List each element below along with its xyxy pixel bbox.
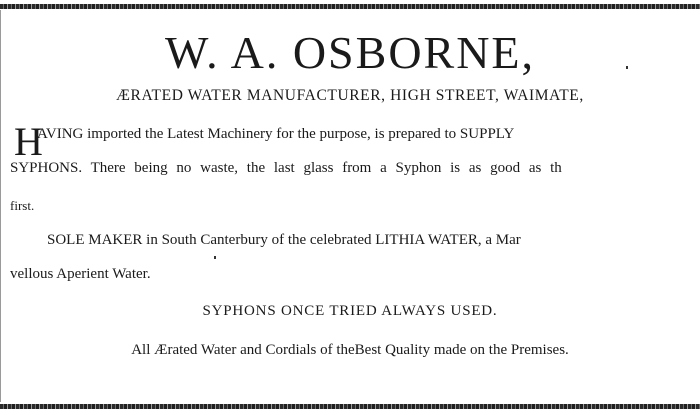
print-speck — [626, 66, 628, 69]
paragraph-2-line-2: vellous Aperient Water. — [10, 266, 151, 282]
paragraph-1-line-3: first. — [10, 198, 35, 213]
paragraph-2-line-1: SOLE MAKER in South Canterbury of the celebrated LITHIA WATER, a Mar — [47, 232, 521, 248]
slogan-line: SYPHONS ONCE TRIED ALWAYS USED. — [202, 303, 498, 319]
paragraph-1-line-1: AVING imported the Latest Machinery for the purpose, is prepared to SUPPLY — [37, 126, 515, 142]
top-border-rule — [0, 4, 700, 9]
advertiser-name: W. A. OSBORNE, — [164, 27, 536, 78]
paragraph-1-line-2: SYPHONS. There being no waste, the last glass from a Syphon is as good as th — [10, 160, 562, 176]
business-description: ÆRATED WATER MANUFACTURER, HIGH STREET, WAIMATE, — [116, 87, 584, 104]
print-speck — [214, 256, 216, 259]
bottom-border-rule — [0, 404, 700, 409]
quality-statement: All Ærated Water and Cordials of theBest Quality made on the Premises. — [131, 342, 569, 358]
drop-cap-letter: H — [14, 119, 43, 164]
